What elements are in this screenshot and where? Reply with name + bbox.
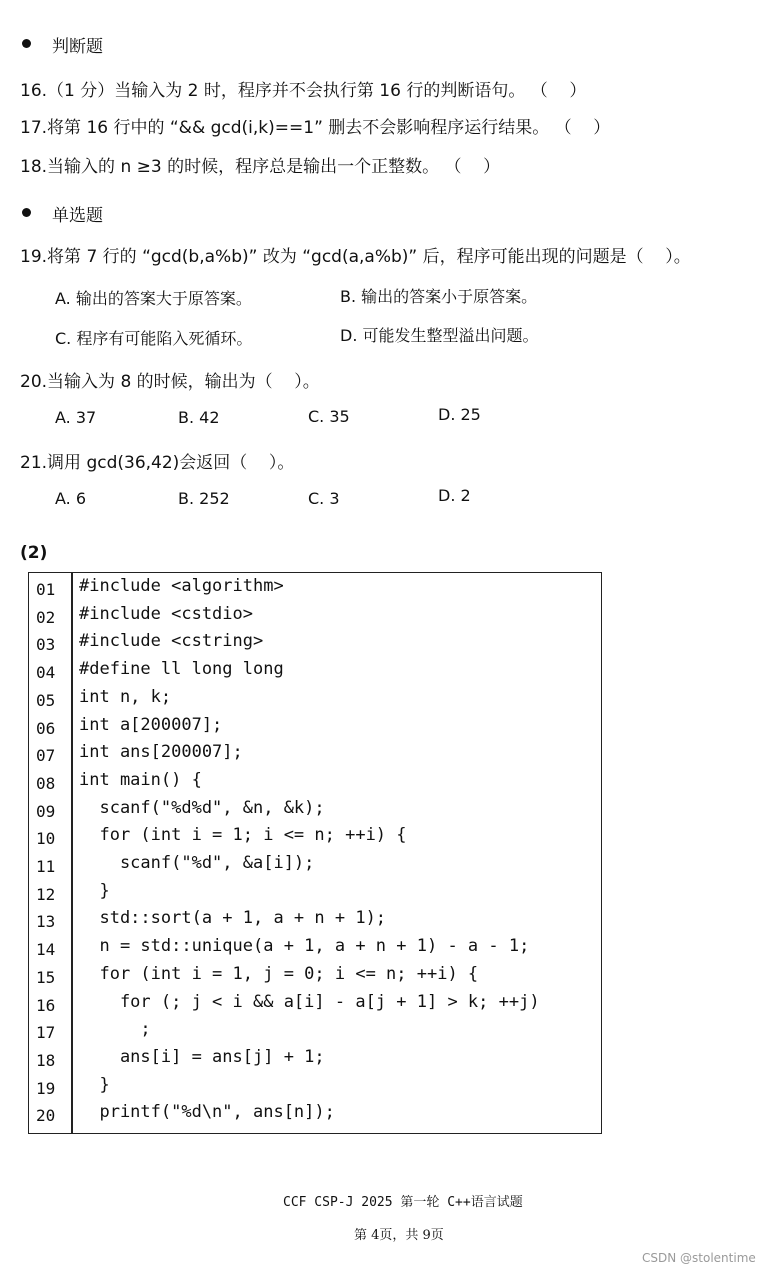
code-line-number: 08 [36, 773, 56, 793]
code-line-number: 02 [36, 607, 56, 627]
bullet-icon [22, 39, 31, 48]
code-line: std::sort(a + 1, a + n + 1); [79, 908, 387, 929]
code-line-number: 04 [36, 663, 56, 683]
q20-option-b: B. 42 [178, 408, 220, 427]
code-line-number: 12 [36, 884, 56, 904]
code-line: int n, k; [79, 686, 172, 707]
footer-page: 第 4页，共 9页 [354, 1228, 444, 1243]
code-line: scanf("%d%d", &n, &k); [79, 797, 325, 818]
code-line: #include <algorithm> [79, 576, 284, 596]
q21-option-a: A. 6 [55, 489, 87, 508]
code-line-number: 01 [36, 580, 56, 599]
code-line: scanf("%d", &a[i]); [79, 853, 315, 873]
code-line: n = std::unique(a + 1, a + n + 1) - a - 1; [79, 936, 530, 957]
code-line-number: 18 [36, 1050, 56, 1070]
code-line-number: 13 [36, 912, 56, 932]
q20-option-d: D. 25 [438, 405, 481, 424]
code-line-number: 06 [36, 718, 56, 738]
q19-option-d: D. 可能发生整型溢出问题。 [340, 326, 539, 345]
q20-option-c: C. 35 [308, 407, 350, 426]
question-16: 16.（1 分）当输入为 2 时，程序并不会执行第 16 行的判断语句。 （ ） [20, 81, 587, 101]
section-title-judge: 判断题 [52, 37, 103, 57]
code-line: #define ll long long [79, 659, 284, 680]
code-line-number: 16 [36, 995, 56, 1015]
code-line-number: 05 [36, 690, 56, 710]
question-19: 19.将第 7 行的 “gcd(b,a%b)” 改为 “gcd(a,a%b)” 后，程序可能出现的问题是（ ）。 [20, 247, 691, 267]
code-line-number: 03 [36, 635, 56, 655]
q19-option-b: B. 输出的答案小于原答案。 [340, 287, 538, 306]
code-line-number: 07 [36, 746, 56, 766]
code-line: ; [79, 1019, 151, 1040]
code-line-number: 15 [36, 967, 56, 987]
subheading: (2) [20, 543, 48, 563]
code-line-number: 09 [36, 801, 56, 821]
question-21: 21.调用 gcd(36,42)会返回（ ）。 [20, 453, 295, 473]
code-line-number: 17 [36, 1023, 56, 1043]
code-line-number: 11 [36, 857, 56, 876]
code-line: int main() { [79, 769, 202, 790]
q19-option-c: C. 程序有可能陷入死循环。 [55, 329, 253, 348]
bullet-icon [22, 208, 31, 217]
question-20: 20.当输入为 8 的时候，输出为（ ）。 [20, 372, 320, 392]
code-line: for (; j < i && a[i] - a[j + 1] > k; ++j) [79, 991, 540, 1012]
code-line-number: 19 [36, 1078, 56, 1098]
code-line: } [79, 1074, 110, 1095]
footer-title: CCF CSP-J 2025 第一轮 C++语言试题 [283, 1195, 523, 1210]
code-line: printf("%d\n", ans[n]); [79, 1102, 335, 1123]
code-line-number: 20 [36, 1106, 56, 1126]
code-line: ans[i] = ans[j] + 1; [79, 1046, 325, 1067]
question-18: 18.当输入的 n ≥3 的时候，程序总是输出一个正整数。 （ ） [20, 157, 501, 177]
q21-option-c: C. 3 [308, 489, 340, 508]
code-line: #include <cstdio> [79, 603, 253, 624]
code-line: int a[200007]; [79, 714, 223, 735]
code-line: #include <cstring> [79, 631, 264, 652]
question-17: 17.将第 16 行中的 “&& gcd(i,k)==1” 删去不会影响程序运行结果。 （ ） [20, 118, 611, 138]
q21-option-b: B. 252 [178, 489, 230, 508]
q19-option-a: A. 输出的答案大于原答案。 [55, 289, 252, 308]
code-line-number: 10 [36, 829, 56, 849]
code-line: for (int i = 1, j = 0; i <= n; ++i) { [79, 963, 479, 984]
code-line: int ans[200007]; [79, 742, 243, 763]
q21-option-d: D. 2 [438, 486, 471, 505]
watermark: CSDN @stolentime [642, 1251, 756, 1265]
code-line-number: 14 [36, 940, 56, 960]
code-line-divider [71, 573, 73, 1133]
section-title-single: 单选题 [52, 206, 103, 226]
code-line: for (int i = 1; i <= n; ++i) { [79, 825, 407, 846]
q20-option-a: A. 37 [55, 408, 97, 427]
code-line: } [79, 880, 110, 901]
